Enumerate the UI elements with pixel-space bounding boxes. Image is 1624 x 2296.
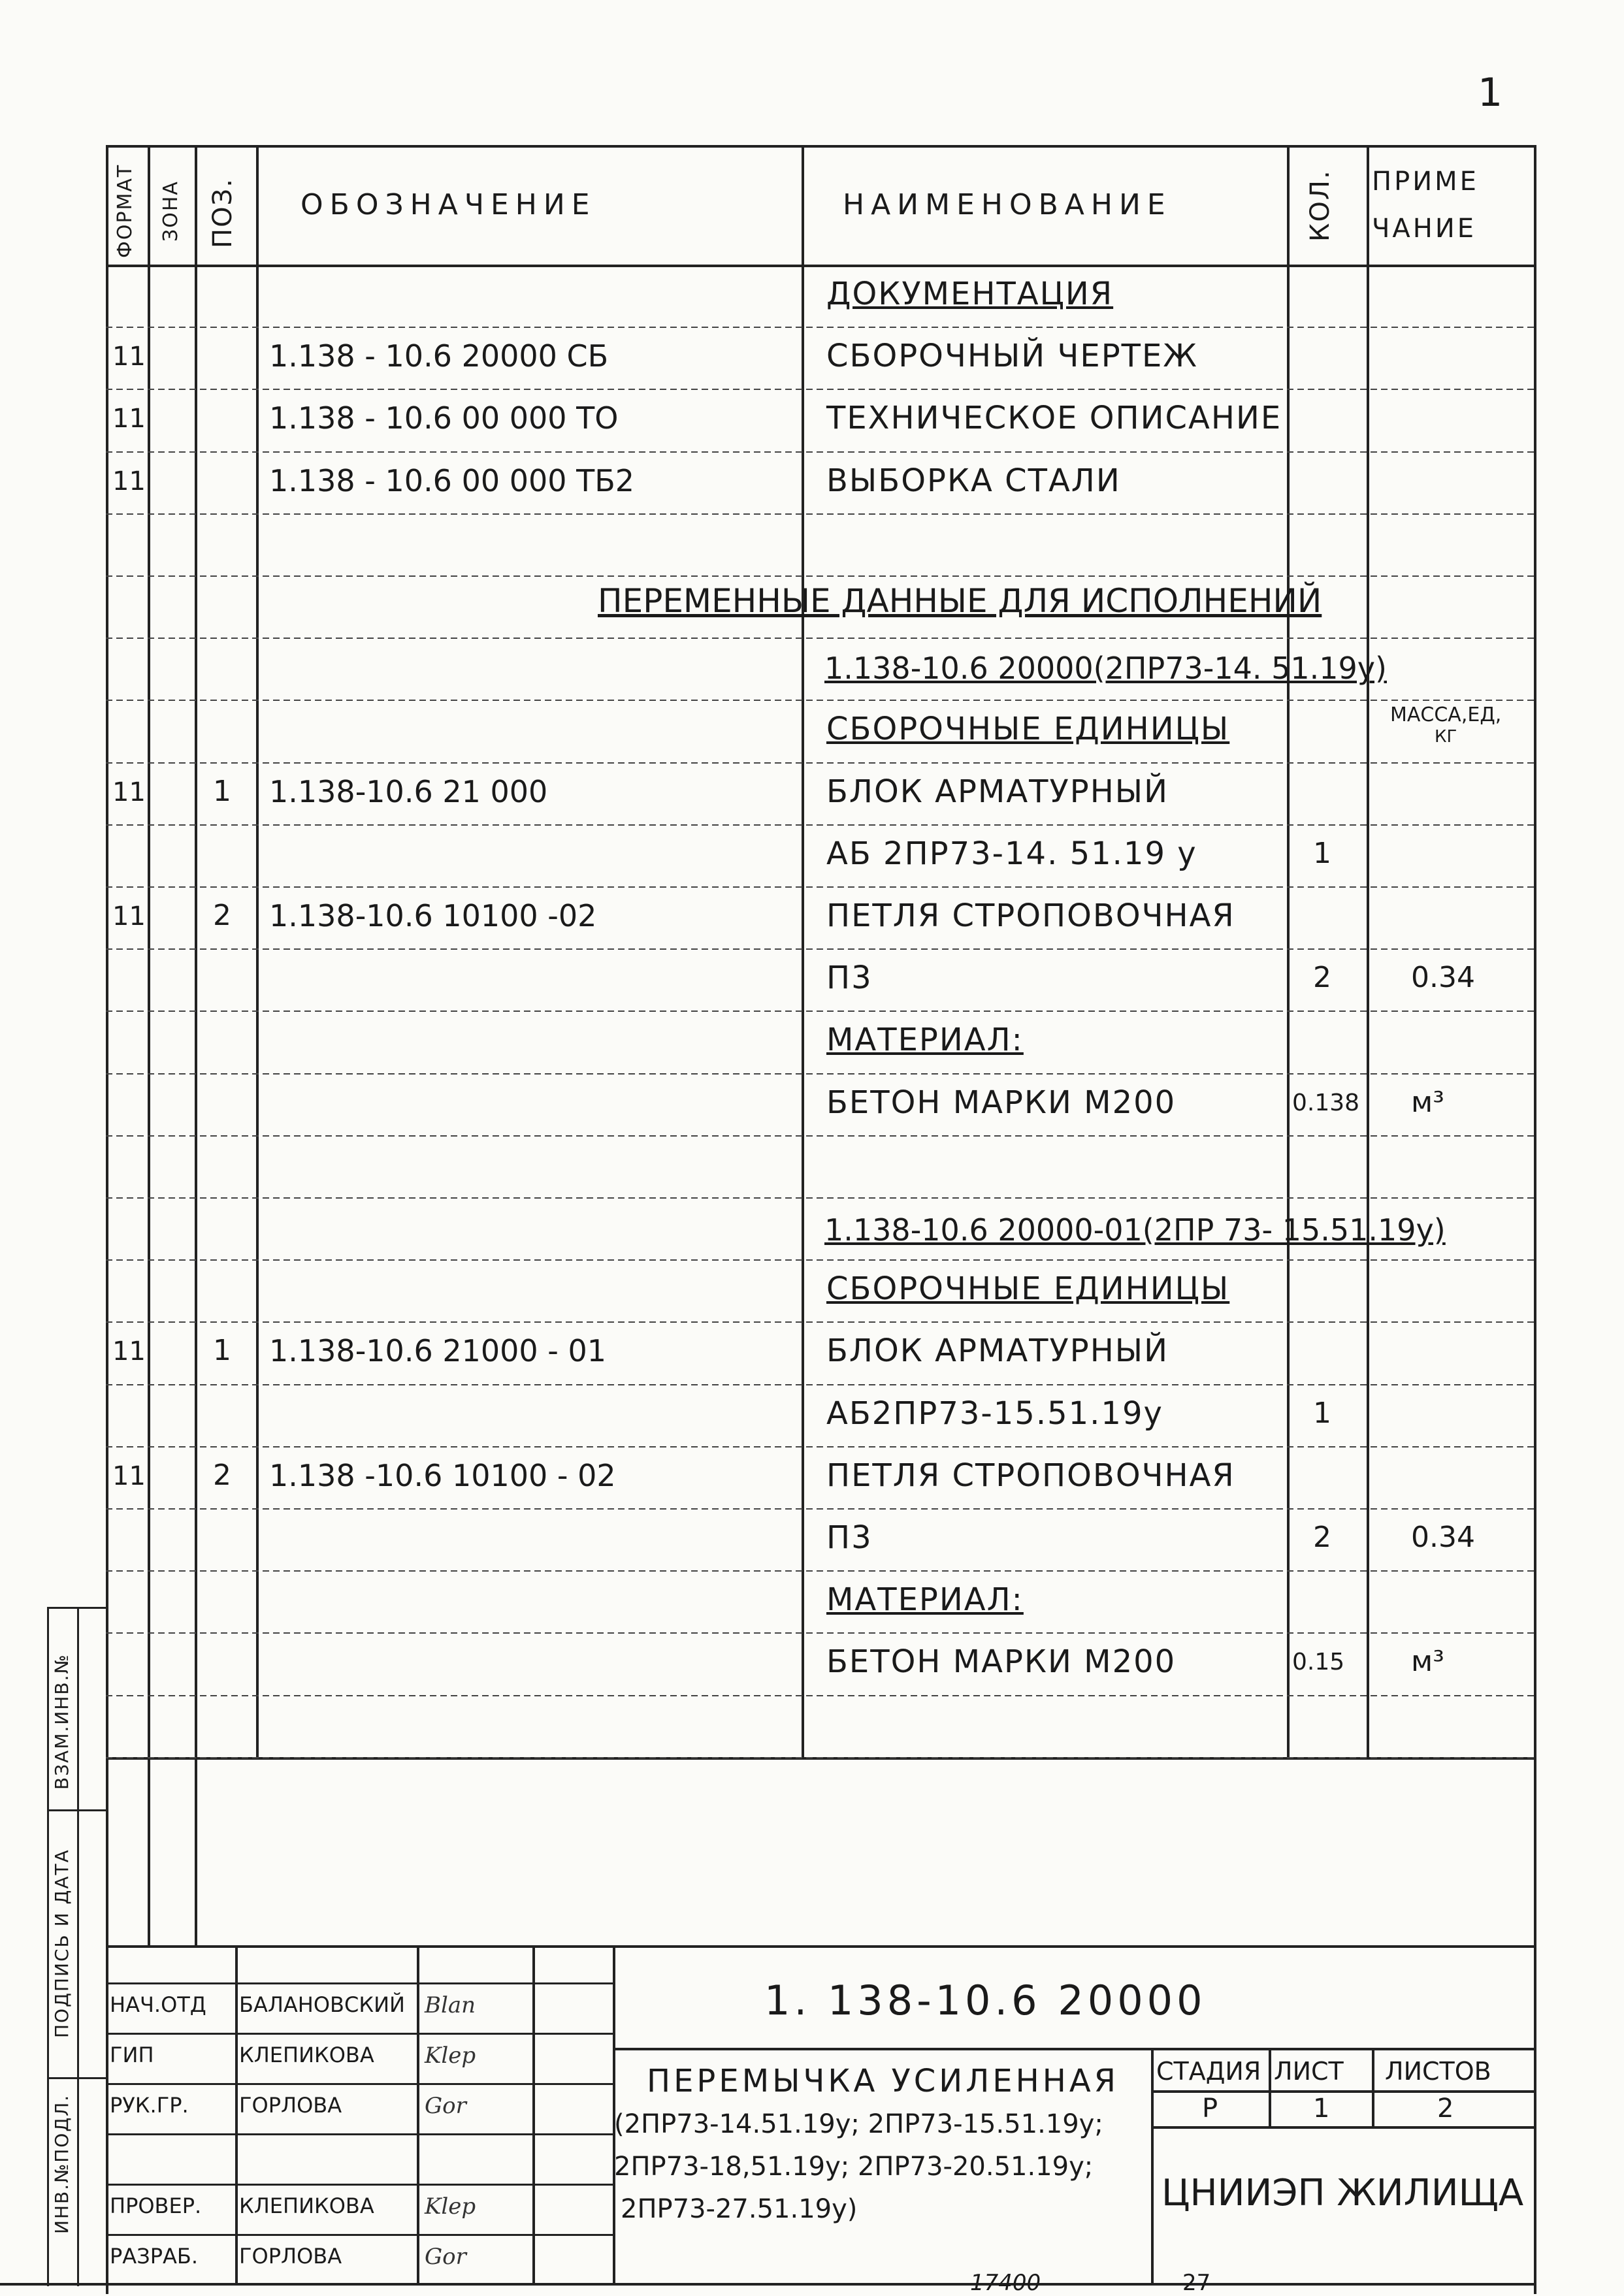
table-row (0, 389, 1624, 451)
table-row (0, 1508, 1624, 1570)
table-row (0, 1259, 1624, 1321)
table-row (0, 1073, 1624, 1135)
cell-note: 0.34 (1411, 961, 1475, 994)
title-role-label: ГИП (110, 2043, 154, 2067)
cell-format: 11 (112, 777, 146, 807)
title-role-label: РАЗРАБ. (110, 2244, 199, 2269)
side-label-inventory-original: ИНВ.№ПОДЛ. (51, 2094, 73, 2234)
table-row (0, 1632, 1624, 1694)
cell-designation: 1.138 - 10.6 00 000 ТО (269, 400, 619, 436)
header-format: ФОРМАТ (114, 163, 137, 258)
cell-name: ПЕТЛЯ СТРОПОВОЧНАЯ (826, 897, 1235, 934)
cell-name: АБ 2ПР73-14. 51.19 у (826, 835, 1197, 872)
title-role-label: ПРОВЕР. (110, 2193, 202, 2218)
cell-name: ТЕХНИЧЕСКОЕ ОПИСАНИЕ (826, 400, 1282, 436)
cell-name: БЛОК АРМАТУРНЫЙ (826, 1333, 1169, 1369)
cell-format: 11 (112, 901, 146, 931)
page-mark: 1 (1478, 70, 1503, 116)
signature: Klep (425, 2193, 476, 2220)
signature: Klep (425, 2043, 476, 2069)
table-row (0, 762, 1624, 824)
table-row (0, 1321, 1624, 1383)
cell-name: П3 (826, 1519, 873, 1556)
title-person-name: КЛЕПИКОВА (239, 2193, 374, 2218)
cell-position: 2 (213, 1459, 231, 1492)
mass-note-line2: КГ (1435, 727, 1457, 747)
title-role-label: НАЧ.ОТД (110, 1992, 206, 2017)
cell-format: 11 (112, 1336, 146, 1366)
table-row (0, 327, 1624, 389)
header-quantity: КОЛ. (1305, 169, 1335, 242)
header-note-line2: ЧАНИЕ (1372, 214, 1477, 244)
header-position: ПОЗ. (208, 178, 238, 248)
table-row (0, 700, 1624, 762)
sheet-value: 1 (1313, 2094, 1330, 2124)
table-row (0, 451, 1624, 513)
cell-name: БЛОК АРМАТУРНЫЙ (826, 773, 1169, 810)
sheets-label: ЛИСТОВ (1385, 2057, 1491, 2086)
header-name: НАИМЕНОВАНИЕ (843, 188, 1172, 221)
signature: Blan (425, 1992, 476, 2018)
table-row (0, 1446, 1624, 1508)
title-person-name: ГОРЛОВА (239, 2093, 342, 2118)
document-title: ПЕРЕМЫЧКА УСИЛЕННАЯ (647, 2063, 1120, 2099)
cell-position: 1 (213, 775, 231, 808)
cell-designation: 1.138-10.6 10100 -02 (269, 898, 597, 933)
side-label-replacement-inventory: ВЗАМ.ИНВ.№ (51, 1653, 73, 1790)
cell-name: П3 (826, 960, 873, 996)
title-person-name: ГОРЛОВА (239, 2244, 342, 2269)
cell-note: м³ (1411, 1645, 1444, 1678)
header-designation: ОБОЗНАЧЕНИЕ (300, 188, 596, 221)
cell-position: 1 (213, 1334, 231, 1367)
cell-name: АБ2ПР73-15.51.19у (826, 1395, 1163, 1432)
signature: Gor (425, 2093, 466, 2119)
archive-number: 17400 (970, 2270, 1041, 2296)
cell-quantity: 0.138 (1292, 1090, 1360, 1116)
organization-name: ЦНИИЭП ЖИЛИЩА (1161, 2172, 1524, 2214)
header-note-line1: ПРИМЕ (1372, 167, 1479, 197)
cell-designation: 1.138-10.6 21000 - 01 (269, 1333, 607, 1368)
table-row (0, 513, 1624, 575)
document-subtitle-line4: 2ПР73-27.51.19у) (621, 2194, 858, 2224)
header-zone: ЗОНА (159, 180, 182, 242)
document-code: 1. 138-10.6 20000 (764, 1977, 1207, 2024)
title-person-name: КЛЕПИКОВА (239, 2043, 374, 2067)
variant-2-designation: 1.138-10.6 20000-01(2ПР 73- 15.51.19у) (824, 1212, 1446, 1248)
table-row (0, 1695, 1624, 1757)
cell-name: ДОКУМЕНТАЦИЯ (826, 276, 1114, 312)
table-row (0, 1570, 1624, 1632)
cell-name: МАТЕРИАЛ: (826, 1022, 1024, 1058)
document-subtitle-line2: (2ПР73-14.51.19у; 2ПР73-15.51.19у; (614, 2109, 1103, 2139)
document-subtitle-line3: 2ПР73-18,51.19у; 2ПР73-20.51.19у; (614, 2152, 1094, 2182)
title-role-label: РУК.ГР. (110, 2093, 189, 2118)
variant-1-designation: 1.138-10.6 20000(2ПР73-14. 51.19у) (824, 651, 1387, 686)
cell-name: БЕТОН МАРКИ М200 (826, 1084, 1177, 1121)
cell-designation: 1.138 - 10.6 20000 СБ (269, 338, 609, 374)
cell-designation: 1.138 - 10.6 00 000 ТБ2 (269, 463, 635, 498)
cell-designation: 1.138-10.6 21 000 (269, 774, 548, 809)
cell-position: 2 (213, 899, 231, 932)
table-row (0, 1384, 1624, 1446)
cell-format: 11 (112, 342, 146, 372)
cell-quantity: 1 (1313, 837, 1331, 870)
cell-note: м³ (1411, 1086, 1444, 1119)
cell-name: ПЕТЛЯ СТРОПОВОЧНАЯ (826, 1457, 1235, 1494)
cell-name: СБОРОЧНЫЕ ЕДИНИЦЫ (826, 1270, 1230, 1307)
table-row (0, 824, 1624, 886)
signature: Gor (425, 2244, 466, 2270)
title-person-name: БАЛАНОВСКИЙ (239, 1992, 405, 2017)
page-number: 27 (1182, 2270, 1211, 2296)
cell-note: 0.34 (1411, 1521, 1475, 1554)
sheet-label: ЛИСТ (1274, 2057, 1344, 2086)
cell-quantity: 0.15 (1292, 1649, 1345, 1675)
variable-data-heading: ПЕРЕМЕННЫЕ ДАННЫЕ ДЛЯ ИСПОЛНЕНИЙ (598, 582, 1322, 620)
cell-format: 11 (112, 1461, 146, 1491)
cell-name: ВЫБОРКА СТАЛИ (826, 462, 1121, 499)
mass-note-line1: МАССА,ЕД, (1390, 703, 1502, 726)
stage-value: Р (1202, 2094, 1218, 2124)
stage-label: СТАДИЯ (1156, 2057, 1261, 2086)
side-label-signature-date: ПОДПИСЬ И ДАТА (51, 1849, 73, 2038)
cell-name: СБОРОЧНЫЕ ЕДИНИЦЫ (826, 711, 1230, 747)
cell-name: БЕТОН МАРКИ М200 (826, 1643, 1177, 1680)
cell-format: 11 (112, 466, 146, 496)
table-row (0, 948, 1624, 1011)
table-row (0, 1135, 1624, 1197)
cell-quantity: 2 (1313, 1521, 1331, 1554)
cell-quantity: 2 (1313, 961, 1331, 994)
cell-quantity: 1 (1313, 1397, 1331, 1430)
cell-designation: 1.138 -10.6 10100 - 02 (269, 1458, 616, 1493)
table-row (0, 265, 1624, 327)
sheets-value: 2 (1437, 2094, 1454, 2124)
cell-name: СБОРОЧНЫЙ ЧЕРТЕЖ (826, 338, 1198, 374)
cell-name: МАТЕРИАЛ: (826, 1581, 1024, 1618)
table-row (0, 886, 1624, 948)
table-row (0, 1011, 1624, 1073)
cell-format: 11 (112, 404, 146, 434)
